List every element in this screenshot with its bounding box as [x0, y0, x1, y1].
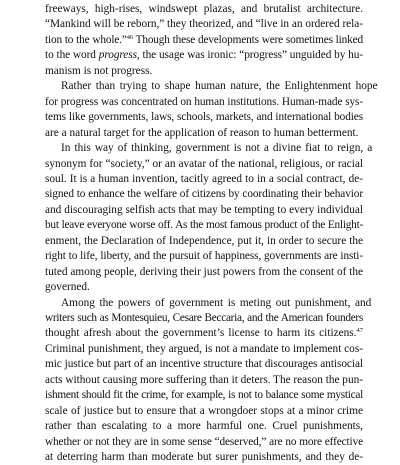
footnote-marker: 46	[126, 33, 133, 41]
line-text: scale of justice but to ensure that a wrongdoer stops at a minor crime	[45, 404, 363, 417]
text-line	[45, 279, 363, 295]
line-text: at deterring harm than moderate but surer punishments, and they de-	[45, 451, 363, 464]
text-line	[45, 156, 363, 172]
line-text: enment, the Declaration of Independence, put it, in order to secure the	[45, 234, 363, 247]
line-text: manism is not progress.	[45, 64, 153, 77]
text-line	[45, 372, 363, 388]
text-line	[45, 403, 363, 419]
line-text: Among the powers of government is meting out punishment, and	[61, 296, 372, 309]
text-line	[45, 418, 363, 434]
text-line	[45, 449, 363, 465]
text-line	[45, 109, 363, 125]
line-text: freeways, high-rises, windswept plazas, and brutalist architecture.	[45, 3, 363, 15]
text-line	[45, 202, 363, 218]
line-text: soul. It is a human invention, tacitly agreed to in a social contract, de-	[45, 172, 363, 185]
line-text: but leave everyone worse off. As the most famous product of the Enlight-	[45, 219, 363, 232]
line-text: for progress was concentrated on human institutions. Human-made sys-	[45, 95, 363, 108]
text-line	[45, 356, 363, 372]
text-line	[45, 186, 363, 202]
line-text: right to life, liberty, and the pursuit of happiness, governments are insti-	[45, 250, 363, 263]
text-line	[45, 171, 363, 187]
line-text: and discouraging selfish acts that may be tempting to every individual	[45, 203, 363, 216]
line-text: Criminal punishment, they argued, is not a mandate to implement cos-	[45, 342, 363, 355]
text-line	[45, 233, 363, 249]
line-text: governed.	[45, 281, 90, 294]
text-line	[45, 1, 363, 17]
line-text: writers such as Montesquieu, Cesare Beccaria, and the American founders	[45, 312, 363, 324]
text-line	[45, 295, 372, 311]
italic-word: progress,	[98, 49, 140, 62]
line-text: acts without causing more suffering than it deters. The reason the pun-	[45, 373, 363, 386]
text-line	[45, 47, 363, 63]
line-text: thought afresh about the government’s license to harm its citizens.	[45, 327, 357, 340]
line-text-continued: the usage was ironic: “progress” unguided by hu-	[139, 49, 363, 62]
line-text: rather than escalating to a more harmful one. Cruel punishments,	[45, 420, 363, 433]
text-line	[45, 341, 363, 357]
text-line	[45, 16, 363, 32]
line-text: “Mankind will be reborn,” they theorized, and “live in an ordered rela-	[45, 18, 363, 31]
line-text: mic justice but part of an incentive structure that discourages antisocial	[45, 358, 363, 371]
text-line	[45, 264, 363, 280]
text-line	[45, 94, 363, 110]
line-text: tion to the whole.”	[45, 33, 127, 46]
text-line	[45, 248, 363, 264]
line-text: ishment should fit the crime, for example, is not to balance some mystical	[45, 389, 363, 402]
text-line	[45, 387, 363, 403]
line-text: synonym for “society,” or an avatar of the national, religious, or racial	[45, 157, 363, 170]
text-line	[45, 310, 363, 326]
line-text: to the word	[45, 49, 99, 62]
text-line	[45, 63, 363, 79]
text-line	[45, 325, 363, 341]
text-line	[45, 32, 363, 48]
text-line	[45, 140, 373, 156]
text-line	[45, 125, 363, 141]
line-text-continued: Though these developments were sometimes linked	[132, 33, 363, 46]
text-line	[45, 78, 378, 94]
text-line	[45, 217, 363, 233]
line-text: In this way of thinking, government is not a divine fiat to reign, a	[61, 142, 373, 155]
line-text: whether or not they are in some sense “deserved,” are no more effective	[45, 435, 363, 448]
line-text: signed to enhance the welfare of citizens by coordinating their behavior	[45, 188, 363, 201]
line-text: tems like governments, laws, schools, markets, and international bodies	[45, 111, 363, 124]
footnote-marker: 47	[356, 327, 363, 335]
line-text: Rather than trying to shape human nature, the Enlightenment hope	[61, 80, 378, 93]
line-text: are a natural target for the application of reason to human betterment.	[45, 126, 359, 139]
line-text: tuted among people, deriving their just powers from the consent of the	[45, 265, 363, 278]
text-line	[45, 434, 363, 450]
